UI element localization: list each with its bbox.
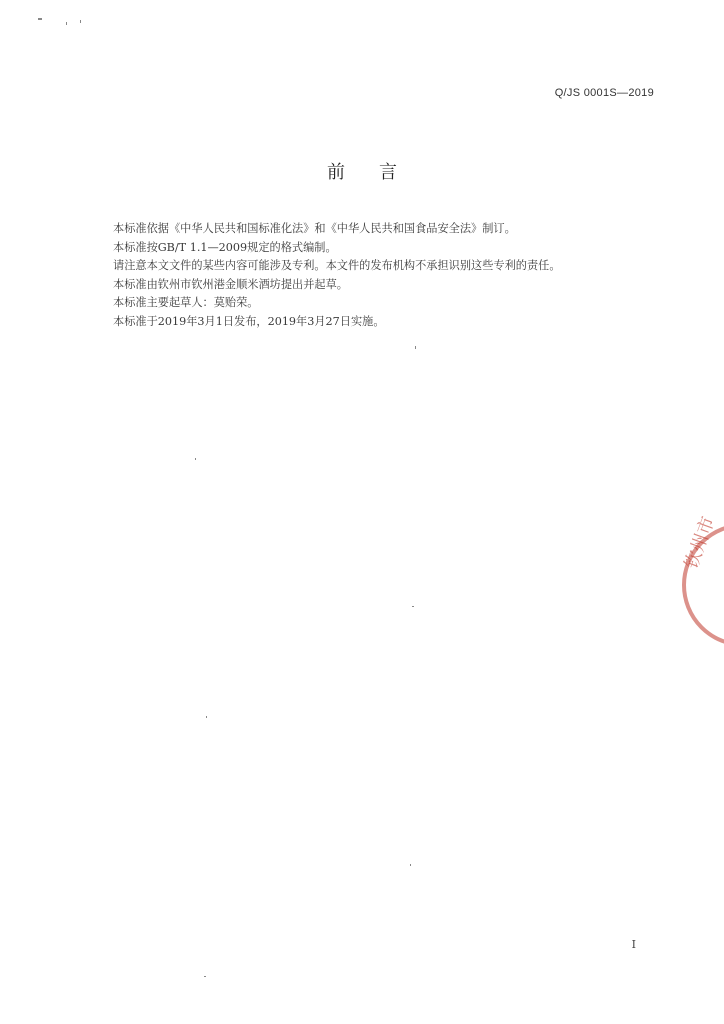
scan-speck [80, 20, 81, 23]
foreword-body [113, 220, 673, 332]
scan-speck [412, 606, 414, 607]
paragraph: 本标准按GB/T 1.1—2009规定的格式编制。 [113, 240, 337, 254]
official-seal [644, 510, 724, 660]
paragraph: 本标准由钦州市钦州港金顺米酒坊提出并起草。 [113, 277, 348, 291]
scan-speck [206, 716, 207, 718]
scan-speck [410, 864, 411, 866]
seal-text: 钦州市 [680, 513, 720, 572]
scan-speck [195, 458, 196, 460]
document-code: Q/JS 0001S—2019 [554, 87, 654, 99]
paragraph: 本标准依据《中华人民共和国标准化法》和《中华人民共和国食品安全法》制订。 [113, 222, 516, 235]
paragraph: 请注意本文文件的某些内容可能涉及专利。本文件的发布机构不承担识别这些专利的责任。 [113, 259, 561, 273]
page-number: I [631, 938, 636, 951]
paragraph: 本标准主要起草人：莫贻荣。 [113, 296, 259, 310]
paragraph: 本标准于2019年3月1日发布，2019年3月27日实施。 [113, 314, 385, 328]
scan-speck [415, 346, 416, 349]
page-title: 前言 [327, 162, 431, 183]
scan-speck [204, 976, 206, 977]
scan-speck [38, 18, 42, 20]
scan-speck [66, 22, 67, 25]
